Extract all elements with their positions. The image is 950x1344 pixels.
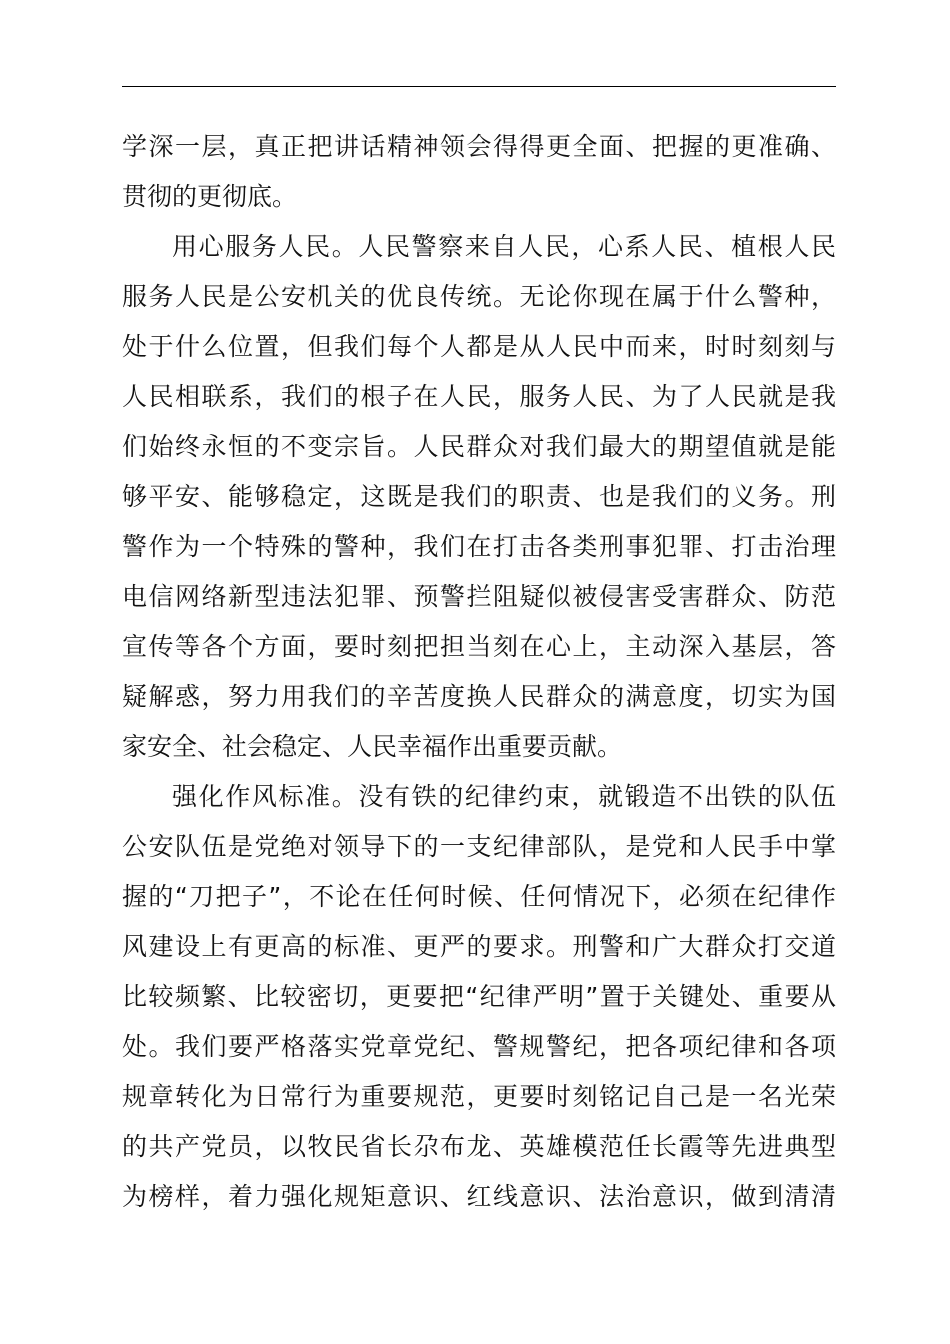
body-text	[122, 122, 836, 1222]
paragraph-discipline-standards	[122, 772, 836, 1222]
text-line: 学深一层，真正把讲话精神领会得得更全面、把握的更准确、	[122, 132, 836, 161]
text-line: 人民相联系，我们的根子在人民，服务人民、为了人民就是我	[122, 382, 836, 411]
header-rule	[122, 86, 836, 87]
text-line: 为榜样，着力强化规矩意识、红线意识、法治意识，做到清清	[122, 1182, 836, 1211]
text-line: 疑解惑，努力用我们的辛苦度换人民群众的满意度，切实为国	[122, 682, 836, 711]
text-line: 的共产党员，以牧民省长尕布龙、英雄模范任长霞等先进典型	[122, 1132, 836, 1161]
text-line: 家安全、社会稳定、人民幸福作出重要贡献。	[122, 732, 623, 761]
text-line: 警作为一个特殊的警种，我们在打击各类刑事犯罪、打击治理	[122, 532, 836, 561]
text-line: 宣传等各个方面，要时刻把担当刻在心上，主动深入基层，答	[122, 632, 836, 661]
paragraph-heading-line: 用心服务人民。人民警察来自人民，心系人民、植根人民	[172, 232, 836, 261]
text-line: 电信网络新型违法犯罪、预警拦阻疑似被侵害受害群众、防范	[122, 582, 836, 611]
text-line: 够平安、能够稳定，这既是我们的职责、也是我们的义务。刑	[122, 482, 836, 511]
text-line: 服务人民是公安机关的优良传统。无论你现在属于什么警种，	[122, 282, 836, 311]
text-line: 规章转化为日常行为重要规范，更要时刻铭记自己是一名光荣	[122, 1082, 836, 1111]
text-line: 风建设上有更高的标准、更严的要求。刑警和广大群众打交道	[122, 932, 836, 961]
text-line: 握的“刀把子”，不论在任何时候、任何情况下，必须在纪律作	[122, 882, 836, 911]
text-line: 们始终永恒的不变宗旨。人民群众对我们最大的期望值就是能	[122, 432, 836, 461]
paragraph-serve-people	[122, 222, 836, 772]
paragraph-heading-line: 强化作风标准。没有铁的纪律约束，就锻造不出铁的队伍	[172, 782, 836, 811]
text-line: 公安队伍是党绝对领导下的一支纪律部队，是党和人民手中掌	[122, 832, 836, 861]
text-line: 比较频繁、比较密切，更要把“纪律严明”置于关键处、重要从	[122, 982, 836, 1011]
text-line: 贯彻的更彻底。	[122, 182, 298, 211]
paragraph-continuation	[122, 122, 836, 222]
text-line: 处于什么位置，但我们每个人都是从人民中而来，时时刻刻与	[122, 332, 836, 361]
text-line: 处。我们要严格落实党章党纪、警规警纪，把各项纪律和各项	[122, 1032, 836, 1061]
